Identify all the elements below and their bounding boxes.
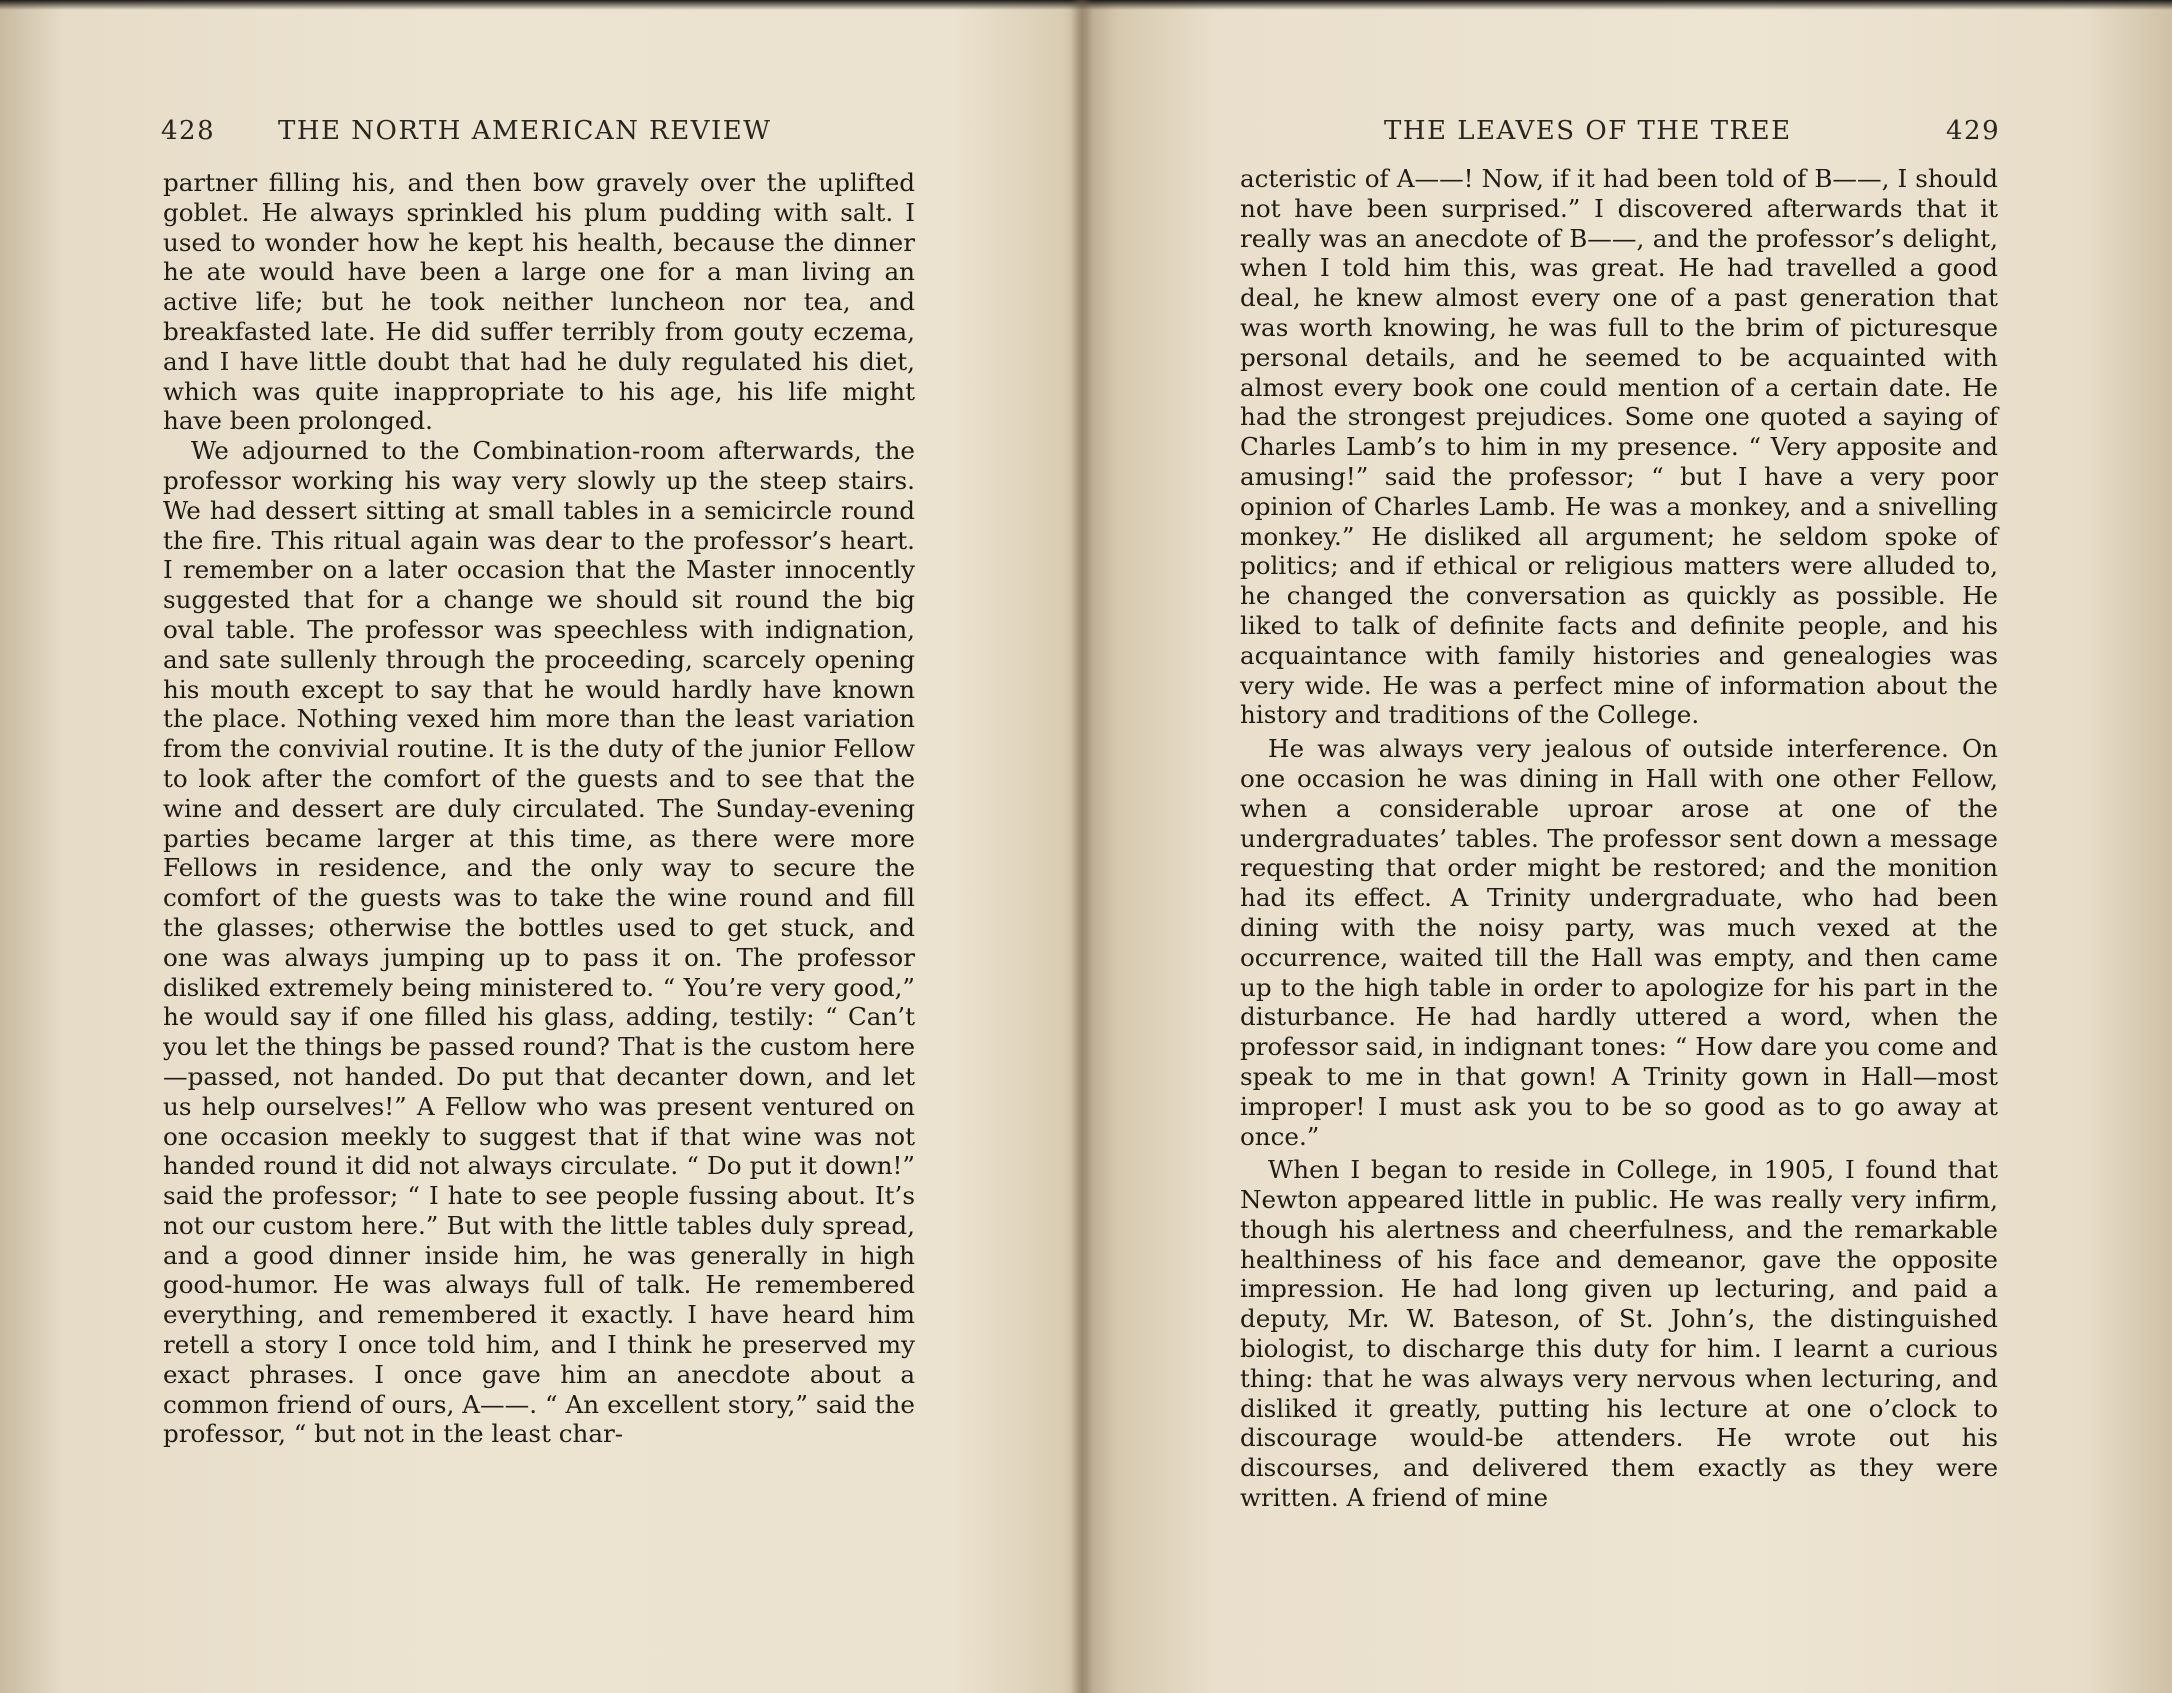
right-text-block [1240,164,1998,1513]
right-page-number: 429 [1946,116,2001,146]
right-paragraph-2: He was always very jealous of outside interference. On one occasion he was dining in Hall with one other Fellow, when a considerable uproar arose at one of the undergraduates’ tables. The professor sent down a message requesting that order might be restored; and the monition had its effect. A Trinity undergraduate, who had been dining with the noisy party, was much vexed at the occurrence, waited till the Hall was empty, and then came up to the high table in order to apologize for his part in the disturbance. He had hardly uttered a word, when the professor said, in indignant tones: “ How dare you come and speak to me in that gown! A Trinity gown in Hall—most improper! I must ask you to be so good as to go away at once.” [1240,734,1998,1151]
left-page [0,0,1080,1693]
left-text-block [163,168,915,1449]
right-paragraph-3: When I began to reside in College, in 1905, I found that Newton appeared little in public. He was really very infirm, though his alertness and cheerfulness, and the remarkable healthiness of his face and demeanor, gave the opposite impression. He had long given up lecturing, and paid a deputy, Mr. W. Bateson, of St. John’s, the distinguished biologist, to discharge this duty for him. I learnt a curious thing: that he was always very nervous when lecturing, and disliked it greatly, putting his lecture at one o’clock to discourage would-be attenders. He wrote out his discourses, and delivered them exactly as they were written. A friend of mine [1240,1155,1998,1513]
right-paragraph-1: acteristic of A——! Now, if it had been told of B——, I should not have been surprised.” I discovered afterwards that it really was an anecdote of B——, and the professor’s delight, when I told him this, was great. He had travelled a good deal, he knew almost every one of a past generation that was worth knowing, he was full to the brim of picturesque personal details, and he seemed to be acquainted with almost every book one could mention of a certain date. He had the strongest prejudices. Some one quoted a saying of Charles Lamb’s to him in my presence. “ Very apposite and amusing!” said the professor; “ but I have a very poor opinion of Charles Lamb. He was a monkey, and a snivelling monkey.” He disliked all argument; he seldom spoke of politics; and if ethical or religious matters were alluded to, he changed the conversation as quickly as possible. He liked to talk of definite facts and definite people, and his acquaintance with family histories and genealogies was very wide. He was a perfect mine of information about the history and traditions of the College. [1240,164,1998,730]
right-page [1092,0,2172,1693]
left-paragraph-1: partner filling his, and then bow gravely over the uplifted goblet. He always sprinkled his plum pudding with salt. I used to wonder how he kept his health, because the dinner he ate would have been a large one for a man living an active life; but he took neither luncheon nor tea, and breakfasted late. He did suffer terribly from gouty eczema, and I have little doubt that had he duly regulated his diet, which was quite inappropriate to his age, his life might have been prolonged. [163,168,915,436]
left-paragraph-2: We adjourned to the Combination-room afterwards, the professor working his way very slowly up the steep stairs. We had dessert sitting at small tables in a semicircle round the fire. This ritual again was dear to the professor’s heart. I remember on a later occasion that the Master innocently suggested that for a change we should sit round the big oval table. The professor was speechless with indignation, and sate sullenly through the proceeding, scarcely opening his mouth except to say that he would hardly have known the place. Nothing vexed him more than the least variation from the convivial routine. It is the duty of the junior Fellow to look after the comfort of the guests and to see that the wine and dessert are duly circulated. The Sunday-evening parties became larger at this time, as there were more Fellows in residence, and the only way to secure the comfort of the guests was to take the wine round and fill the glasses; otherwise the bottles used to get stuck, and one was always jumping up to pass it on. The professor disliked extremely being ministered to. “ You’re very good,” he would say if one filled his glass, adding, testily: “ Can’t you let the things be passed round? That is the custom here—passed, not handed. Do put that decanter down, and let us help ourselves!” A Fellow who was present ventured on one occasion meekly to suggest that if that wine was not handed round it did not always circulate. “ Do put it down!” said the professor; “ I hate to see people fussing about. It’s not our custom here.” But with the little tables duly spread, and a good dinner inside him, he was generally in high good-humor. He was always full of talk. He remembered everything, and remembered it exactly. I have heard him retell a story I once told him, and I think he preserved my exact phrases. I once gave him an anecdote about a common friend of ours, A——. “ An excellent story,” said the professor, “ but not in the least char- [163,436,915,1449]
left-running-title: THE NORTH AMERICAN REVIEW [278,116,772,146]
right-running-title: THE LEAVES OF THE TREE [1384,116,1792,146]
left-page-number: 428 [161,116,216,146]
